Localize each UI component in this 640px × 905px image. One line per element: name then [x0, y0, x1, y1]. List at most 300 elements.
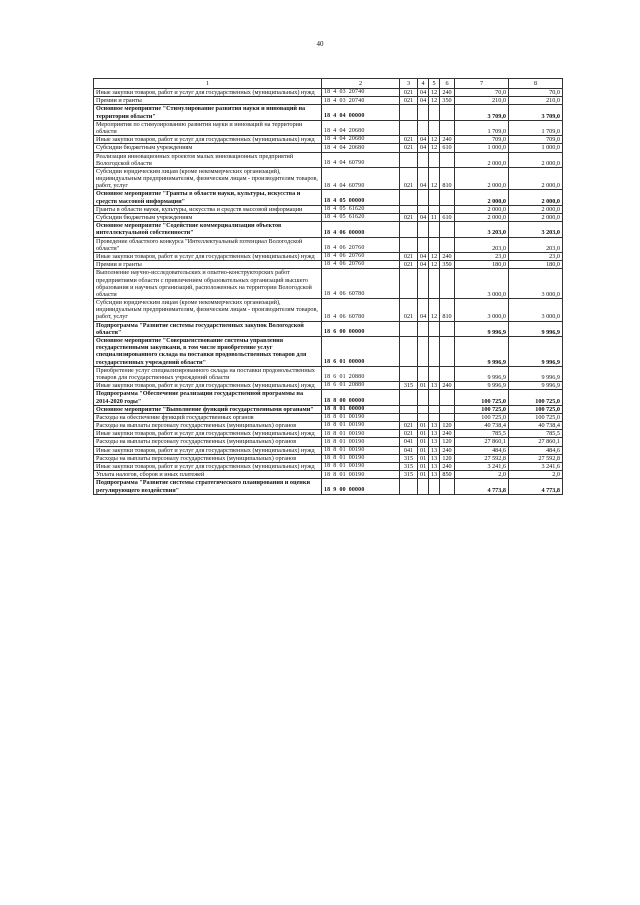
code-part: 03 — [339, 97, 346, 104]
expense-type-cell: 350 — [440, 97, 455, 105]
program-code-cell — [322, 97, 400, 105]
section-code-cell — [418, 205, 429, 213]
code-part: 00 — [339, 397, 346, 404]
section-code-cell: 01 — [418, 446, 429, 454]
item-name-cell: Расходы на обеспечение функций государственных органов — [94, 413, 322, 421]
department-code-cell — [400, 237, 418, 252]
amount-col7-cell: 203,0 — [455, 237, 509, 252]
table-row — [94, 454, 563, 462]
department-code-cell — [400, 205, 418, 213]
amount-col7-cell: 9 996,9 — [455, 382, 509, 390]
header-cell: 6 — [440, 79, 455, 89]
code-part: 20880 — [348, 382, 365, 389]
amount-col8-cell: 23,0 — [509, 252, 563, 260]
subsection-code-cell: 13 — [429, 422, 440, 430]
expense-type-cell: 240 — [440, 252, 455, 260]
header-row — [94, 79, 563, 89]
department-code-cell: 021 — [400, 144, 418, 152]
code-part: 18 — [324, 422, 331, 429]
code-part: 4 — [333, 253, 337, 260]
department-code-cell: 021 — [400, 299, 418, 322]
item-name-cell: Расходы на выплаты персоналу государственных (муниципальных) органов — [94, 422, 322, 430]
expense-type-cell: 850 — [440, 471, 455, 479]
program-code-cell — [322, 214, 400, 222]
code-part: 05 — [339, 206, 346, 213]
code-part: 00000 — [348, 397, 365, 404]
expense-type-cell — [440, 337, 455, 367]
amount-col7-cell: 1 000,0 — [455, 144, 509, 152]
amount-col8-cell: 70,0 — [509, 89, 563, 97]
program-code-cell — [322, 136, 400, 144]
code-part: 18 — [324, 89, 331, 96]
department-code-cell — [400, 152, 418, 167]
code-part: 01 — [339, 414, 346, 421]
item-name-cell: Субсидии бюджетным учреждениям — [94, 214, 322, 222]
code-part: 06 — [339, 229, 346, 236]
code-part: 00190 — [348, 438, 365, 445]
section-code-cell — [418, 222, 429, 237]
program-code-cell — [322, 463, 400, 471]
code-part: 01 — [339, 446, 346, 453]
table-row — [94, 471, 563, 479]
amount-col7-cell: 100 725,0 — [455, 390, 509, 405]
subsection-code-cell — [429, 105, 440, 120]
item-name-cell: Основное мероприятие "Содействие коммерциализации объектов интеллектуальной собственности" — [94, 222, 322, 237]
subsection-code-cell: 12 — [429, 299, 440, 322]
subsection-code-cell: 13 — [429, 463, 440, 471]
code-part: 04 — [339, 182, 346, 189]
code-part: 18 — [324, 245, 331, 252]
item-name-cell: Иные закупки товаров, работ и услуг для государственных (муниципальных) нужд — [94, 252, 322, 260]
code-part: 8 — [333, 446, 337, 453]
section-code-cell: 04 — [418, 136, 429, 144]
amount-col8-cell: 3 709,0 — [509, 105, 563, 120]
code-part: 01 — [339, 438, 346, 445]
code-part: 18 — [324, 160, 331, 167]
code-part: 20760 — [348, 253, 365, 260]
department-code-cell: 021 — [400, 89, 418, 97]
header-cell: 1 — [94, 79, 322, 89]
code-part: 03 — [339, 89, 346, 96]
amount-col8-cell: 180,0 — [509, 261, 563, 269]
department-code-cell: 021 — [400, 97, 418, 105]
code-part: 00190 — [348, 422, 365, 429]
section-code-cell — [418, 237, 429, 252]
code-part: 4 — [333, 128, 337, 135]
code-part: 18 — [324, 206, 331, 213]
section-code-cell — [418, 413, 429, 421]
section-code-cell: 01 — [418, 422, 429, 430]
table-row — [94, 105, 563, 120]
code-part: 18 — [324, 253, 331, 260]
program-code-cell — [322, 438, 400, 446]
subsection-code-cell: 13 — [429, 382, 440, 390]
section-code-cell — [418, 405, 429, 413]
code-part: 18 — [324, 214, 331, 221]
subsection-code-cell — [429, 190, 440, 205]
expense-type-cell — [440, 105, 455, 120]
amount-col8-cell: 100 725,0 — [509, 413, 563, 421]
section-code-cell: 04 — [418, 97, 429, 105]
code-part: 04 — [339, 160, 346, 167]
table-row — [94, 405, 563, 413]
expense-type-cell: 120 — [440, 438, 455, 446]
code-part: 06 — [339, 313, 346, 320]
amount-col7-cell: 3 241,6 — [455, 463, 509, 471]
program-code-cell — [322, 430, 400, 438]
code-part: 8 — [333, 406, 337, 413]
program-code-cell — [322, 390, 400, 405]
code-part: 20680 — [348, 128, 365, 135]
code-part: 4 — [333, 144, 337, 151]
code-part: 18 — [324, 112, 331, 119]
amount-col8-cell: 709,0 — [509, 136, 563, 144]
department-code-cell — [400, 321, 418, 336]
subsection-code-cell: 12 — [429, 252, 440, 260]
item-name-cell: Подпрограмма "Развитие системы стратегического планирования и оценки регулирующего воздействия" — [94, 479, 322, 494]
subsection-code-cell — [429, 269, 440, 299]
department-code-cell: 315 — [400, 454, 418, 462]
code-part: 4 — [333, 245, 337, 252]
amount-col7-cell: 9 996,9 — [455, 321, 509, 336]
code-part: 61620 — [348, 206, 365, 213]
item-name-cell: Премии и гранты — [94, 261, 322, 269]
table-row — [94, 382, 563, 390]
code-part: 4 — [333, 206, 337, 213]
code-part: 61620 — [348, 214, 365, 221]
table-row — [94, 337, 563, 367]
section-code-cell — [418, 366, 429, 381]
department-code-cell — [400, 222, 418, 237]
amount-col8-cell: 9 996,9 — [509, 321, 563, 336]
code-part: 60790 — [348, 160, 365, 167]
amount-col7-cell: 210,0 — [455, 97, 509, 105]
amount-col7-cell: 4 773,8 — [455, 479, 509, 494]
section-code-cell: 01 — [418, 471, 429, 479]
amount-col8-cell: 203,0 — [509, 237, 563, 252]
code-part: 18 — [324, 397, 331, 404]
subsection-code-cell — [429, 237, 440, 252]
department-code-cell — [400, 405, 418, 413]
expense-type-cell: 120 — [440, 422, 455, 430]
code-part: 00190 — [348, 430, 365, 437]
amount-col8-cell: 3 203,0 — [509, 222, 563, 237]
department-code-cell: 021 — [400, 167, 418, 190]
table-row — [94, 321, 563, 336]
subsection-code-cell — [429, 205, 440, 213]
amount-col8-cell: 3 000,0 — [509, 269, 563, 299]
item-name-cell: Субсидии юридическим лицам (кроме некоммерческих организаций), индивидуальным предпринимателям, физическим лицам - производителям товаров, работ, услуг — [94, 299, 322, 322]
code-part: 18 — [324, 329, 331, 336]
code-part: 20680 — [348, 136, 365, 143]
department-code-cell: 021 — [400, 430, 418, 438]
item-name-cell: Субсидии юридическим лицам (кроме некоммерческих организаций), индивидуальным предпринимателям, физическим лицам - производителям товаров, работ, услуг — [94, 167, 322, 190]
code-part: 18 — [324, 291, 331, 298]
header-cell: 4 — [418, 79, 429, 89]
program-code-cell — [322, 446, 400, 454]
code-part: 04 — [339, 144, 346, 151]
code-part: 06 — [339, 261, 346, 268]
amount-col7-cell: 2,0 — [455, 471, 509, 479]
expense-type-cell — [440, 390, 455, 405]
amount-col7-cell: 180,0 — [455, 261, 509, 269]
expense-type-cell — [440, 366, 455, 381]
code-part: 00190 — [348, 414, 365, 421]
code-part: 18 — [324, 144, 331, 151]
table-row — [94, 446, 563, 454]
item-name-cell: Иные закупки товаров, работ и услуг для государственных (муниципальных) нужд — [94, 89, 322, 97]
section-code-cell: 04 — [418, 261, 429, 269]
page-number: 40 — [316, 40, 324, 48]
table-row — [94, 463, 563, 471]
code-part: 60780 — [348, 313, 365, 320]
item-name-cell: Основное мероприятие "Стимулирование развития науки и инноваций на территории области" — [94, 105, 322, 120]
code-part: 06 — [339, 253, 346, 260]
section-code-cell — [418, 337, 429, 367]
code-part: 18 — [324, 197, 331, 204]
subsection-code-cell: 11 — [429, 214, 440, 222]
amount-col8-cell: 9 996,9 — [509, 382, 563, 390]
section-code-cell: 01 — [418, 438, 429, 446]
program-code-cell — [322, 144, 400, 152]
table-row — [94, 190, 563, 205]
expense-type-cell: 120 — [440, 454, 455, 462]
program-code-cell — [322, 321, 400, 336]
code-part: 4 — [333, 89, 337, 96]
subsection-code-cell: 12 — [429, 144, 440, 152]
code-part: 8 — [333, 430, 337, 437]
item-name-cell: Мероприятия по стимулированию развития науки и инноваций на территории области — [94, 120, 322, 135]
amount-col8-cell: 1 000,0 — [509, 144, 563, 152]
code-part: 8 — [333, 471, 337, 478]
code-part: 18 — [324, 414, 331, 421]
subsection-code-cell — [429, 222, 440, 237]
code-part: 18 — [324, 229, 331, 236]
header-cell: 8 — [509, 79, 563, 89]
code-part: 4 — [333, 214, 337, 221]
code-part: 18 — [324, 446, 331, 453]
code-part: 20880 — [348, 374, 365, 381]
department-code-cell: 041 — [400, 446, 418, 454]
subsection-code-cell: 13 — [429, 430, 440, 438]
expense-type-cell — [440, 152, 455, 167]
program-code-cell — [322, 222, 400, 237]
department-code-cell: 315 — [400, 463, 418, 471]
amount-col7-cell: 40 738,4 — [455, 422, 509, 430]
code-part: 6 — [333, 329, 337, 336]
item-name-cell: Проведение областного конкурса "Интеллектуальный потенциал Вологодской области" — [94, 237, 322, 252]
code-part: 8 — [333, 438, 337, 445]
code-part: 00000 — [348, 229, 365, 236]
amount-col8-cell: 100 725,0 — [509, 405, 563, 413]
header-cell: 7 — [455, 79, 509, 89]
item-name-cell: Гранты в области науки, культуры, искусства и средств массовой информации — [94, 205, 322, 213]
amount-col8-cell: 1 709,0 — [509, 120, 563, 135]
program-code-cell — [322, 152, 400, 167]
program-code-cell — [322, 237, 400, 252]
code-part: 8 — [333, 463, 337, 470]
code-part: 18 — [324, 182, 331, 189]
program-code-cell — [322, 337, 400, 367]
code-part: 18 — [324, 374, 331, 381]
code-part: 18 — [324, 136, 331, 143]
section-code-cell — [418, 321, 429, 336]
table-row — [94, 390, 563, 405]
department-code-cell — [400, 190, 418, 205]
code-part: 01 — [339, 358, 346, 365]
amount-col8-cell: 100 725,0 — [509, 390, 563, 405]
department-code-cell: 021 — [400, 214, 418, 222]
amount-col8-cell: 2 000,0 — [509, 214, 563, 222]
amount-col7-cell: 100 725,0 — [455, 405, 509, 413]
program-code-cell — [322, 190, 400, 205]
code-part: 8 — [333, 455, 337, 462]
code-part: 01 — [339, 406, 346, 413]
table-row — [94, 152, 563, 167]
amount-col7-cell: 2 000,0 — [455, 167, 509, 190]
amount-col7-cell: 9 996,9 — [455, 337, 509, 367]
table-row — [94, 430, 563, 438]
header-cell: 5 — [429, 79, 440, 89]
code-part: 18 — [324, 97, 331, 104]
subsection-code-cell — [429, 321, 440, 336]
code-part: 06 — [339, 245, 346, 252]
expense-type-cell — [440, 237, 455, 252]
amount-col7-cell: 2 000,0 — [455, 190, 509, 205]
code-part: 05 — [339, 197, 346, 204]
table-row — [94, 120, 563, 135]
section-code-cell — [418, 190, 429, 205]
program-code-cell — [322, 299, 400, 322]
expense-type-cell: 350 — [440, 261, 455, 269]
expense-type-cell: 240 — [440, 463, 455, 471]
section-code-cell: 01 — [418, 463, 429, 471]
table-row — [94, 237, 563, 252]
subsection-code-cell — [429, 479, 440, 494]
code-part: 60780 — [348, 291, 365, 298]
amount-col7-cell: 2 000,0 — [455, 205, 509, 213]
section-code-cell — [418, 479, 429, 494]
code-part: 04 — [339, 128, 346, 135]
code-part: 04 — [339, 112, 346, 119]
code-part: 00 — [339, 486, 346, 493]
code-part: 01 — [339, 455, 346, 462]
amount-col8-cell: 9 996,9 — [509, 337, 563, 367]
amount-col8-cell: 2 000,0 — [509, 167, 563, 190]
expense-type-cell — [440, 205, 455, 213]
code-part: 8 — [333, 422, 337, 429]
header-cell: 3 — [400, 79, 418, 89]
code-part: 6 — [333, 358, 337, 365]
item-name-cell: Основное мероприятие "Гранты в области науки, культуры, искусства и средств массовой информации" — [94, 190, 322, 205]
section-code-cell: 01 — [418, 382, 429, 390]
code-part: 18 — [324, 455, 331, 462]
expense-type-cell — [440, 222, 455, 237]
program-code-cell — [322, 205, 400, 213]
department-code-cell: 021 — [400, 422, 418, 430]
code-part: 18 — [324, 486, 331, 493]
expense-type-cell: 240 — [440, 136, 455, 144]
amount-col7-cell: 785,5 — [455, 430, 509, 438]
department-code-cell — [400, 479, 418, 494]
table-row — [94, 205, 563, 213]
expense-type-cell: 240 — [440, 89, 455, 97]
code-part: 00 — [339, 329, 346, 336]
amount-col7-cell: 709,0 — [455, 136, 509, 144]
program-code-cell — [322, 454, 400, 462]
amount-col7-cell: 3 000,0 — [455, 269, 509, 299]
amount-col8-cell: 2,0 — [509, 471, 563, 479]
subsection-code-cell: 12 — [429, 136, 440, 144]
section-code-cell: 01 — [418, 430, 429, 438]
amount-col8-cell: 9 996,9 — [509, 366, 563, 381]
table-body — [94, 89, 563, 495]
subsection-code-cell: 12 — [429, 97, 440, 105]
section-code-cell — [418, 105, 429, 120]
item-name-cell: Расходы на выплаты персоналу государственных (муниципальных) органов — [94, 454, 322, 462]
subsection-code-cell: 13 — [429, 438, 440, 446]
header-cell: 2 — [322, 79, 400, 89]
amount-col7-cell: 27 592,8 — [455, 454, 509, 462]
item-name-cell: Премии и гранты — [94, 97, 322, 105]
code-part: 6 — [333, 382, 337, 389]
department-code-cell: 021 — [400, 252, 418, 260]
program-code-cell — [322, 405, 400, 413]
item-name-cell: Подпрограмма "Обеспечение реализации государственной программы на 2014-2020 годы" — [94, 390, 322, 405]
amount-col8-cell: 2 000,0 — [509, 152, 563, 167]
subsection-code-cell — [429, 337, 440, 367]
expense-type-cell: 610 — [440, 144, 455, 152]
code-part: 01 — [339, 430, 346, 437]
code-part: 4 — [333, 97, 337, 104]
department-code-cell: 315 — [400, 382, 418, 390]
code-part: 8 — [333, 397, 337, 404]
department-code-cell: 021 — [400, 261, 418, 269]
section-code-cell: 04 — [418, 214, 429, 222]
department-code-cell — [400, 105, 418, 120]
table-row — [94, 214, 563, 222]
table-row — [94, 413, 563, 421]
code-part: 20760 — [348, 245, 365, 252]
program-code-cell — [322, 105, 400, 120]
expense-type-cell: 810 — [440, 167, 455, 190]
item-name-cell: Субсидии бюджетным учреждениям — [94, 144, 322, 152]
program-code-cell — [322, 261, 400, 269]
subsection-code-cell — [429, 152, 440, 167]
department-code-cell — [400, 269, 418, 299]
section-code-cell — [418, 152, 429, 167]
amount-col8-cell: 27 860,1 — [509, 438, 563, 446]
code-part: 4 — [333, 313, 337, 320]
expense-type-cell — [440, 269, 455, 299]
code-part: 01 — [339, 382, 346, 389]
code-part: 05 — [339, 214, 346, 221]
section-code-cell: 04 — [418, 89, 429, 97]
department-code-cell: 021 — [400, 136, 418, 144]
expense-type-cell: 610 — [440, 214, 455, 222]
department-code-cell — [400, 413, 418, 421]
code-part: 4 — [333, 112, 337, 119]
amount-col7-cell: 2 000,0 — [455, 152, 509, 167]
amount-col7-cell: 70,0 — [455, 89, 509, 97]
code-part: 18 — [324, 261, 331, 268]
subsection-code-cell: 12 — [429, 261, 440, 269]
department-code-cell: 315 — [400, 471, 418, 479]
code-part: 20760 — [348, 261, 365, 268]
program-code-cell — [322, 366, 400, 381]
item-name-cell: Подпрограмма "Развитие системы государственных закупок Вологодской области" — [94, 321, 322, 336]
subsection-code-cell: 13 — [429, 454, 440, 462]
